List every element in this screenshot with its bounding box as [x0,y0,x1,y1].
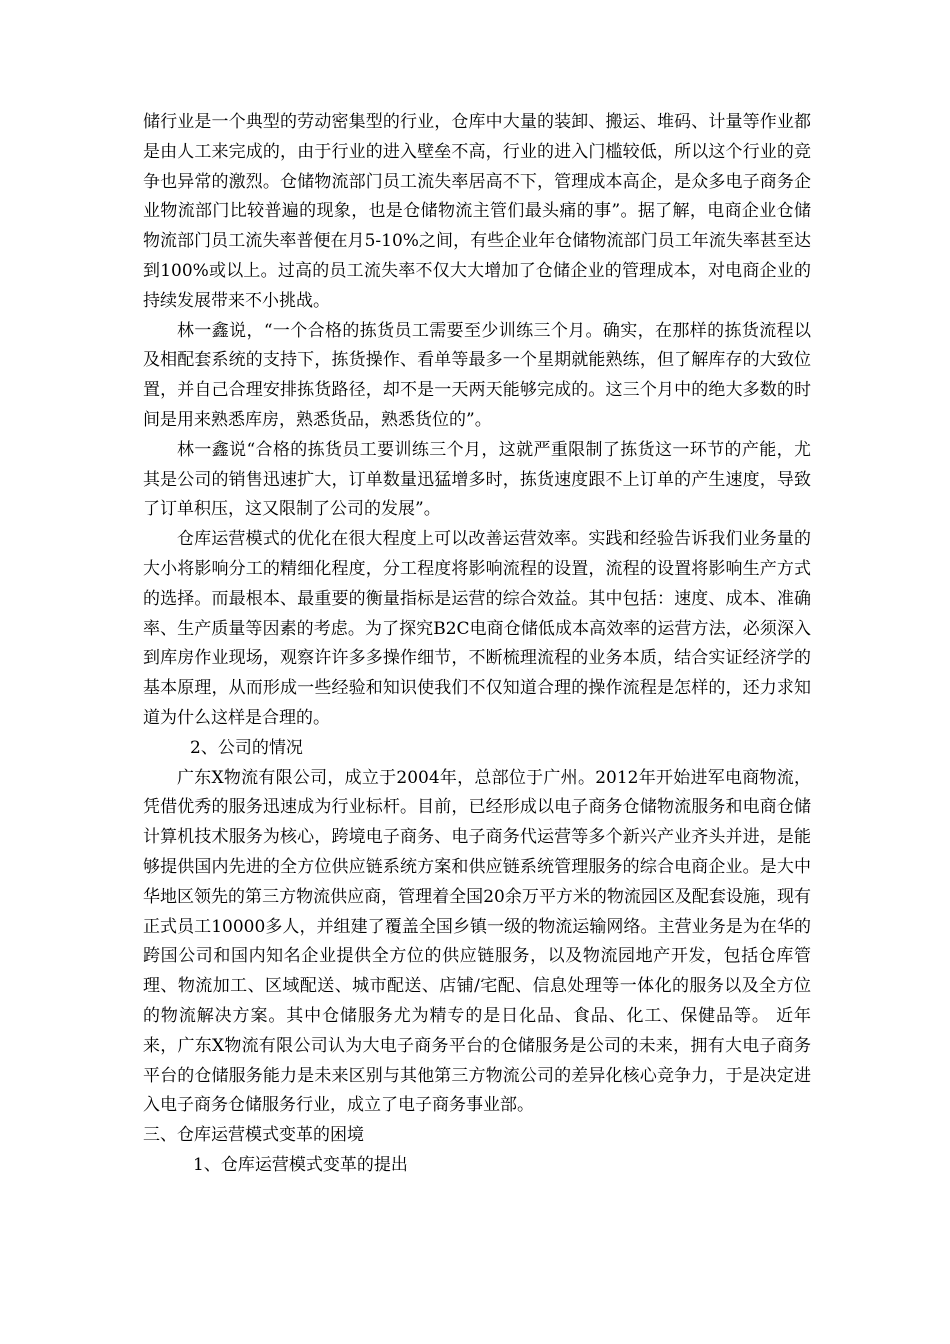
document-page [143,108,811,1181]
paragraph-lin-quote-capacity: 林一鑫说“合格的拣货员工要训练三个月，这就严重限制了拣货这一环节的产能，尤其是公司的销售迅速扩大，订单数量迅猛增多时，拣货速度跟不上订单的产生速度，导致了订单积压，这又限制了公司的发展”。 [143,439,811,520]
paragraph-labor-intensive: 储行业是一个典型的劳动密集型的行业，仓库中大量的装卸、搬运、堆码、计量等作业都是由人工来完成的，由于行业的进入壁垒不高，行业的进入门槛较低，所以这个行业的竞争也异常的激烈。仓储物流部门员工流失率居高不下，管理成本高企，是众多电子商务企业物流部门比较普遍的现象，也是仓储物流主管们最头痛的事”。据了解，电商企业仓储物流部门员工流失率普便在月5-10%之间，有些企业年仓储物流部门员工年流失率甚至达到100%或以上。过高的员工流失率不仅大大增加了仓储企业的管理成本，对电商企业的持续发展带来不小挑战。 [143,112,811,311]
subsection-heading-proposal: 1、仓库运营模式变革的提出 [193,1154,408,1175]
paragraph-lin-quote-training: 林一鑫说，“一个合格的拣货员工需要至少训练三个月。确实，在那样的拣货流程以及相配套系统的支持下，拣货操作、看单等最多一个星期就能熟练，但了解库存的大致位置，并自己合理安排拣货路径，却不是一天两天能够完成的。这三个月中的绝大多数的时间是用来熟悉库房，熟悉货品，熟悉货位的”。 [143,320,811,430]
paragraph-operation-optimization: 仓库运营模式的优化在很大程度上可以改善运营效率。实践和经验告诉我们业务量的大小将影响分工的精细化程度，分工程度将影响流程的设置，流程的设置将影响生产方式的选择。而最根本、最重要的衡量指标是运营的综合效益。其中包括：速度、成本、准确率、生产质量等因素的考虑。为了探究B2C电商仓储低成本高效率的运营方法，必须深入到库房作业现场，观察许许多多操作细节，不断梳理流程的业务本质，结合实证经济学的基本原理，从而形成一些经验和知识使我们不仅知道合理的操作流程是怎样的，还力求知道为什么这样是合理的。 [143,529,811,728]
section-heading-company: 2、公司的情况 [190,737,303,758]
section-heading-dilemma: 三、仓库运营模式变革的困境 [143,1125,364,1146]
paragraph-company-profile: 广东X物流有限公司，成立于2004年，总部位于广州。2012年开始进军电商物流，凭借优秀的服务迅速成为行业标杆。目前，已经形成以电子商务仓储物流服务和电商仓储计算机技术服务为核心，跨境电子商务、电子商务代运营等多个新兴产业齐头并进，是能够提供国内先进的全方位供应链系统方案和供应链系统管理服务的综合电商企业。是大中华地区领先的第三方物流供应商，管理着全国20余万平方米的物流园区及配套设施，现有正式员工10000多人，并组建了覆盖全国乡镇一级的物流运输网络。主营业务是为在华的跨国公司和国内知名企业提供全方位的供应链服务，以及物流园地产开发，包括仓库管理、物流加工、区域配送、城市配送、店铺/宅配、信息处理等一体化的服务以及全方位的物流解决方案。其中仓储服务尤为精专的是日化品、食品、化工、保健品等。 近年来，广东X物流有限公司认为大电子商务平台的仓储服务是公司的未来，拥有大电子商务平台的仓储服务能力是未来区别与其他第三方物流公司的差异化核心竞争力，于是决定进入电子商务仓储服务行业，成立了电子商务事业部。 [143,767,811,1116]
